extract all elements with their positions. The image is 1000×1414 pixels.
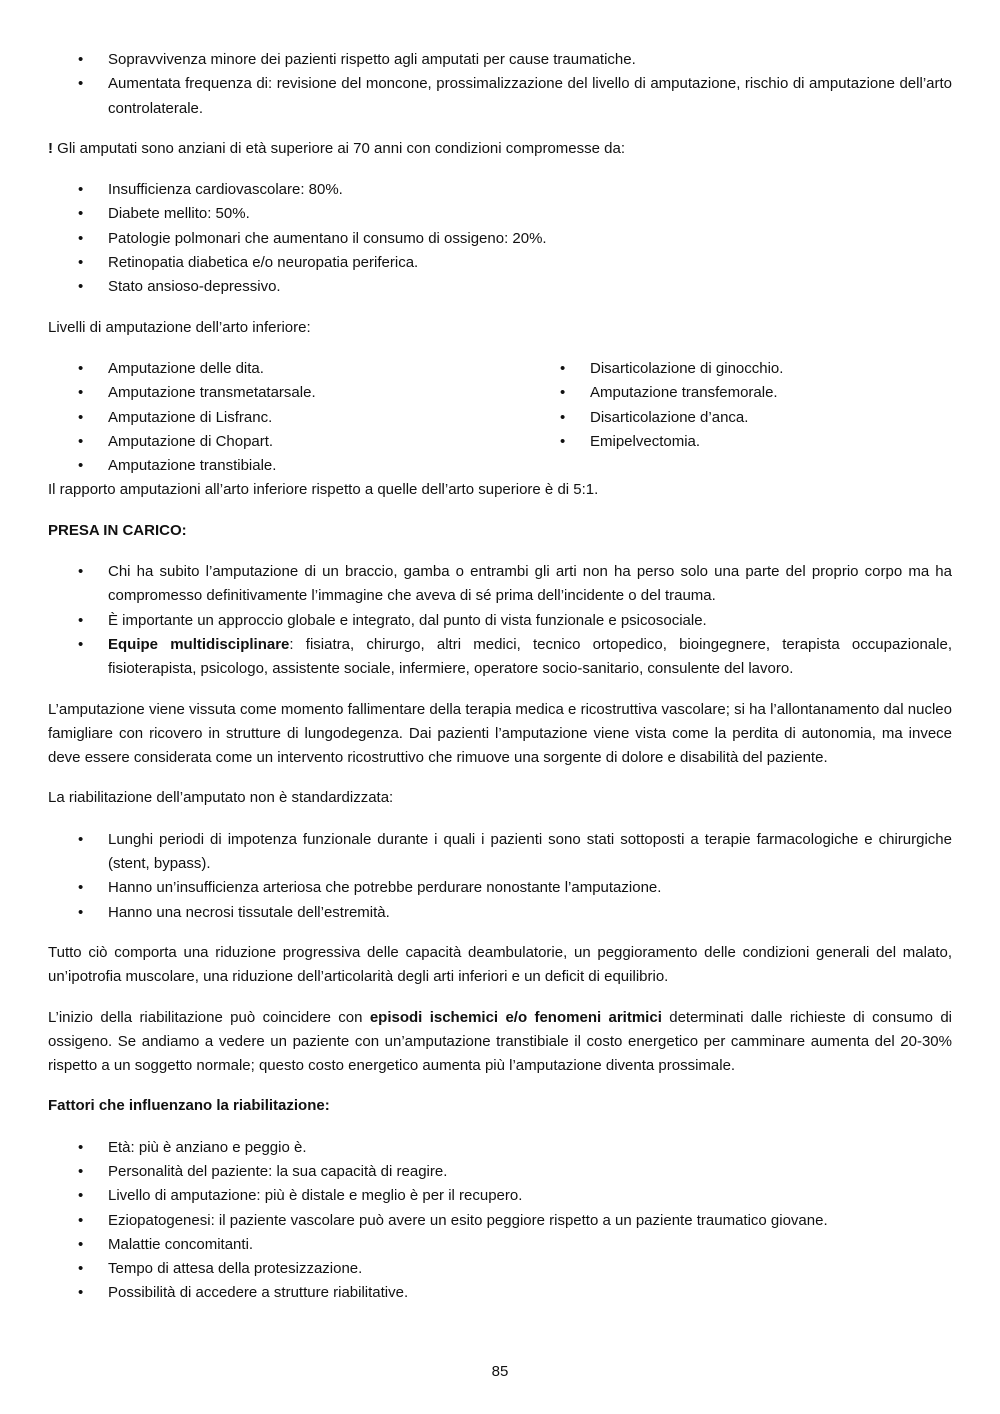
list-item: • Possibilità di accedere a strutture riabilitative.: [48, 1281, 952, 1305]
list-item: • Amputazione di Lisfranc.: [48, 406, 530, 430]
rehab-start-pre: L’inizio della riabilitazione può coincidere con: [48, 1008, 370, 1026]
list-item: • Disarticolazione di ginocchio.: [530, 357, 952, 381]
rehab-start-post: determinati dalle richieste di consumo di ossigeno. Se andiamo a vedere un paziente con un’amputazione transtibiale il costo energetico per camminare aumenta del 20-30% rispetto a un soggetto normale; questo costo energetico aumenta più l’amputazione diventa prossimale.: [48, 1008, 952, 1075]
list-item: • Amputazione transfemorale.: [530, 381, 952, 405]
list-item: • Personalità del paziente: la sua capacità di reagire.: [48, 1160, 952, 1184]
amputation-levels: [48, 357, 952, 478]
levels-list-left: [48, 357, 530, 478]
rehab-intro: La riabilitazione dell’amputato non è standardizzata:: [48, 789, 394, 807]
bullet-list-top: [48, 48, 952, 121]
list-item: • Disarticolazione d’anca.: [530, 406, 952, 430]
exclamation-mark: !: [48, 139, 53, 157]
list-item: • Diabete mellito: 50%.: [48, 202, 952, 226]
list-item: • Hanno un’insufficienza arteriosa che potrebbe perdurare nonostante l’amputazione.: [48, 876, 952, 900]
list-item: • Stato ansioso-depressivo.: [48, 275, 952, 299]
levels-list-right: [530, 357, 952, 478]
list-item: • Sopravvivenza minore dei pazienti rispetto agli amputati per cause traumatiche.: [48, 48, 952, 72]
page-number: 85: [491, 1363, 509, 1380]
levels-intro: Livelli di amputazione dell’arto inferiore:: [48, 318, 311, 336]
ratio-paragraph: Il rapporto amputazioni all’arto inferiore rispetto a quelle dell’arto superiore è di 5:1.: [48, 481, 599, 499]
amputation-paragraph: L’amputazione viene vissuta come momento fallimentare della terapia medica e ricostruttiva vascolare; si ha l’allontanamento dal nucleo famigliare con ricovero in strutture di lungodegenza. Dai pazienti l’amputazione viene vista come la perdita di autonomia, ma invece deve essere considerata come un intervento ricostruttivo che rimuove una sorgente di dolore e disabilità del paziente.: [48, 700, 952, 767]
list-item: • Hanno una necrosi tissutale dell’estremità.: [48, 901, 952, 925]
list-item: • Insufficienza cardiovascolare: 80%.: [48, 178, 952, 202]
note-text: Gli amputati sono anziani di età superiore ai 70 anni con condizioni compromesse da:: [53, 139, 625, 157]
equipe-text: : fisiatra, chirurgo, altri medici, tecnico ortopedico, bioingegnere, terapista occupazionale, fisioterapista, psicologo, assistente sociale, infermiere, operatore socio-sanitario, consulente del lavoro.: [108, 635, 952, 678]
list-item: • Retinopatia diabetica e/o neuropatia periferica.: [48, 251, 952, 275]
list-item: • Età: più è anziano e peggio è.: [48, 1136, 952, 1160]
conditions-list: [48, 178, 952, 299]
note-paragraph: [48, 137, 952, 161]
list-item: • Chi ha subito l’amputazione di un braccio, gamba o entrambi gli arti non ha perso solo una parte del proprio corpo ma ha compromesso definitivamente l’immagine che aveva di sé prima dell’incidente o del trauma.: [48, 560, 952, 609]
list-item: • Livello di amputazione: più è distale e meglio è per il recupero.: [48, 1184, 952, 1208]
document-page: [48, 48, 952, 1306]
list-item: • Amputazione transtibiale.: [48, 454, 530, 478]
presa-list: [48, 560, 952, 681]
equipe-label: Equipe multidisciplinare: [108, 635, 290, 653]
list-item: • È importante un approccio globale e integrato, dal punto di vista funzionale e psicosociale.: [48, 609, 952, 633]
list-item: • Eziopatogenesi: il paziente vascolare può avere un esito peggiore rispetto a un paziente traumatico giovane.: [48, 1209, 952, 1233]
list-item: • Emipelvectomia.: [530, 430, 952, 454]
rehab-list: [48, 828, 952, 925]
list-item: • Patologie polmonari che aumentano il consumo di ossigeno: 20%.: [48, 227, 952, 251]
fattori-list: [48, 1136, 952, 1306]
list-item: • Malattie concomitanti.: [48, 1233, 952, 1257]
list-item: • Amputazione di Chopart.: [48, 430, 530, 454]
list-item: • Amputazione transmetatarsale.: [48, 381, 530, 405]
reduction-paragraph: Tutto ciò comporta una riduzione progressiva delle capacità deambulatorie, un peggioramento delle condizioni generali del malato, un’ipotrofia muscolare, una riduzione dell’articolarità degli arti inferiori e un deficit di equilibrio.: [48, 943, 952, 986]
rehab-start-bold: episodi ischemici e/o fenomeni aritmici: [369, 1008, 662, 1026]
presa-heading: PRESA IN CARICO:: [48, 521, 187, 539]
list-item: [48, 633, 952, 682]
list-item: • Tempo di attesa della protesizzazione.: [48, 1257, 952, 1281]
fattori-heading: Fattori che influenzano la riabilitazione:: [48, 1097, 330, 1115]
list-item: • Aumentata frequenza di: revisione del moncone, prossimalizzazione del livello di amputazione, rischio di amputazione dell’arto controlaterale.: [48, 72, 952, 121]
list-item: • Lunghi periodi di impotenza funzionale durante i quali i pazienti sono stati sottoposti a terapie farmacologiche e chirurgiche (stent, bypass).: [48, 828, 952, 877]
list-item: • Amputazione delle dita.: [48, 357, 530, 381]
rehab-start-paragraph: [48, 1006, 952, 1079]
